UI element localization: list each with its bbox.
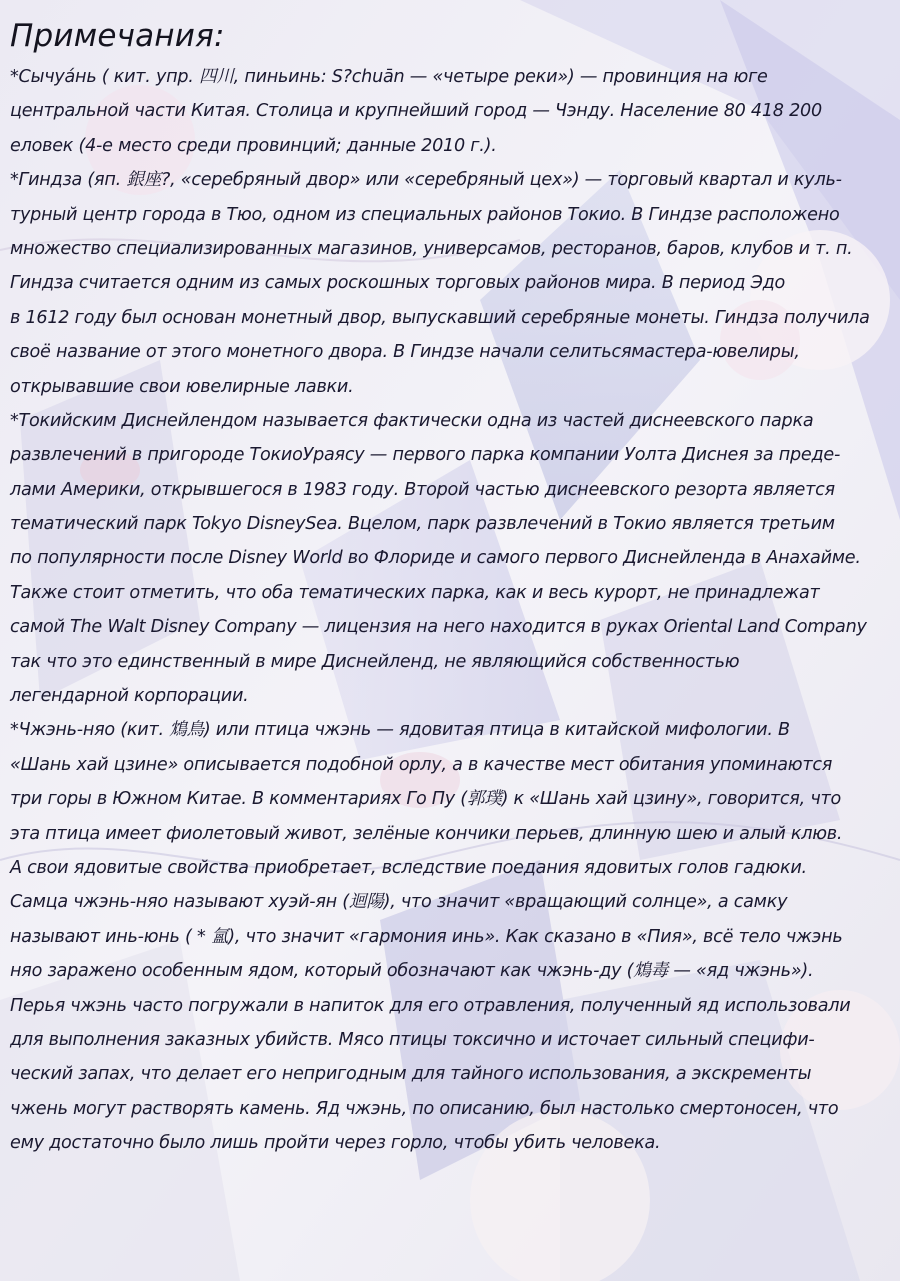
note-disneyland — [10, 404, 894, 714]
page-title: Примечания: — [10, 18, 225, 54]
note-line: для выполнения заказных убийств. Мясо птицы токсично и источает сильный специфи- — [10, 1029, 815, 1050]
note-line: по популярности после Disney World во Флориде и самого первого Диснейленда в Анахайме. — [10, 548, 861, 569]
note-line: развлечений в пригороде ТокиоУраясу — первого парка компании Уолта Диснея за преде- — [10, 445, 841, 466]
note-line: Гиндза считается одним из самых роскошных торговых районов мира. В период Эдо — [10, 273, 786, 294]
note-line: *Токийским Диснейлендом называется фактически одна из частей диснеевского парка — [10, 410, 814, 431]
note-ginza — [10, 163, 894, 404]
note-line: няо заражено особенным ядом, который обозначают как чжэнь-ду (鴆毒 — «яд чжэнь»). — [10, 961, 814, 982]
note-line: чжень могут растворять камень. Яд чжэнь, по описанию, был настолько смертоносен, что — [10, 1098, 839, 1119]
note-line: легендарной корпорации. — [10, 686, 249, 707]
note-line: центральной части Китая. Столица и крупнейший город — Чэнду. Население 80 418 200 — [10, 101, 822, 122]
note-line: так что это единственный в мире Диснейленд, не являющийся собственностью — [10, 651, 740, 672]
note-line: еловек (4-е место среди провинций; данные 2010 г.). — [10, 135, 497, 156]
notes-page — [10, 14, 894, 1161]
note-line: *Гиндза (яп. 銀座?, «серебряный двор» или «серебряный цех») — торговый квартал и куль- — [10, 170, 842, 191]
note-line: тематический парк Tokyo DisneySea. Вцелом, парк развлечений в Токио является третьим — [10, 514, 835, 535]
note-line: ческий запах, что делает его непригодным для тайного использования, а экскременты — [10, 1064, 812, 1085]
note-line: ему достаточно было лишь пройти через горло, чтобы убить человека. — [10, 1133, 661, 1154]
note-line: лами Америки, открывшегося в 1983 году. Второй частью диснеевского резорта является — [10, 479, 835, 500]
note-line: *Чжэнь-няо (кит. 鴆鳥) или птица чжэнь — ядовитая птица в китайской мифологии. В — [10, 720, 790, 741]
note-line: три горы в Южном Китае. В комментариях Го Пу (郭璞) к «Шань хай цзину», говорится, что — [10, 789, 841, 810]
note-line: называют инь-юнь ( * 氳), что значит «гармония инь». Как сказано в «Пия», всё тело чжэнь — [10, 926, 843, 947]
note-sichuan — [10, 60, 894, 163]
note-line: *Сычуа́нь ( кит. упр. 四川, пиньинь: S?chuān — «четыре реки») — провинция на юге — [10, 67, 768, 87]
note-line: множество специализированных магазинов, универсамов, ресторанов, баров, клубов и т. п. — [10, 238, 853, 259]
note-line: А свои ядовитые свойства приобретает, вследствие поедания ядовитых голов гадюки. — [10, 857, 807, 878]
note-line: своё название от этого монетного двора. В Гиндзе начали селитьсямастера-ювелиры, — [10, 342, 800, 363]
note-line: турный центр города в Тюо, одном из специальных районов Токио. В Гиндзе расположено — [10, 204, 840, 225]
note-line: «Шань хай цзине» описывается подобной орлу, а в качестве мест обитания упоминаются — [10, 754, 833, 775]
note-line: в 1612 году был основан монетный двор, выпускавший серебряные монеты. Гиндза получила — [10, 307, 870, 328]
note-line: Перья чжэнь часто погружали в напиток для его отравления, полученный яд использовали — [10, 995, 851, 1016]
note-line: самой The Walt Disney Company — лицензия на него находится в руках Oriental Land Company — [10, 617, 867, 638]
note-zhenniao — [10, 713, 894, 1160]
note-line: Самца чжэнь-няо называют хуэй-ян (迴陽), что значит «вращающий солнце», а самку — [10, 892, 788, 913]
note-line: эта птица имеет фиолетовый живот, зелёные кончики перьев, длинную шею и алый клюв. — [10, 823, 843, 844]
note-line: Также стоит отметить, что оба тематических парка, как и весь курорт, не принадлежат — [10, 582, 820, 603]
note-line: открывавшие свои ювелирные лавки. — [10, 376, 354, 397]
